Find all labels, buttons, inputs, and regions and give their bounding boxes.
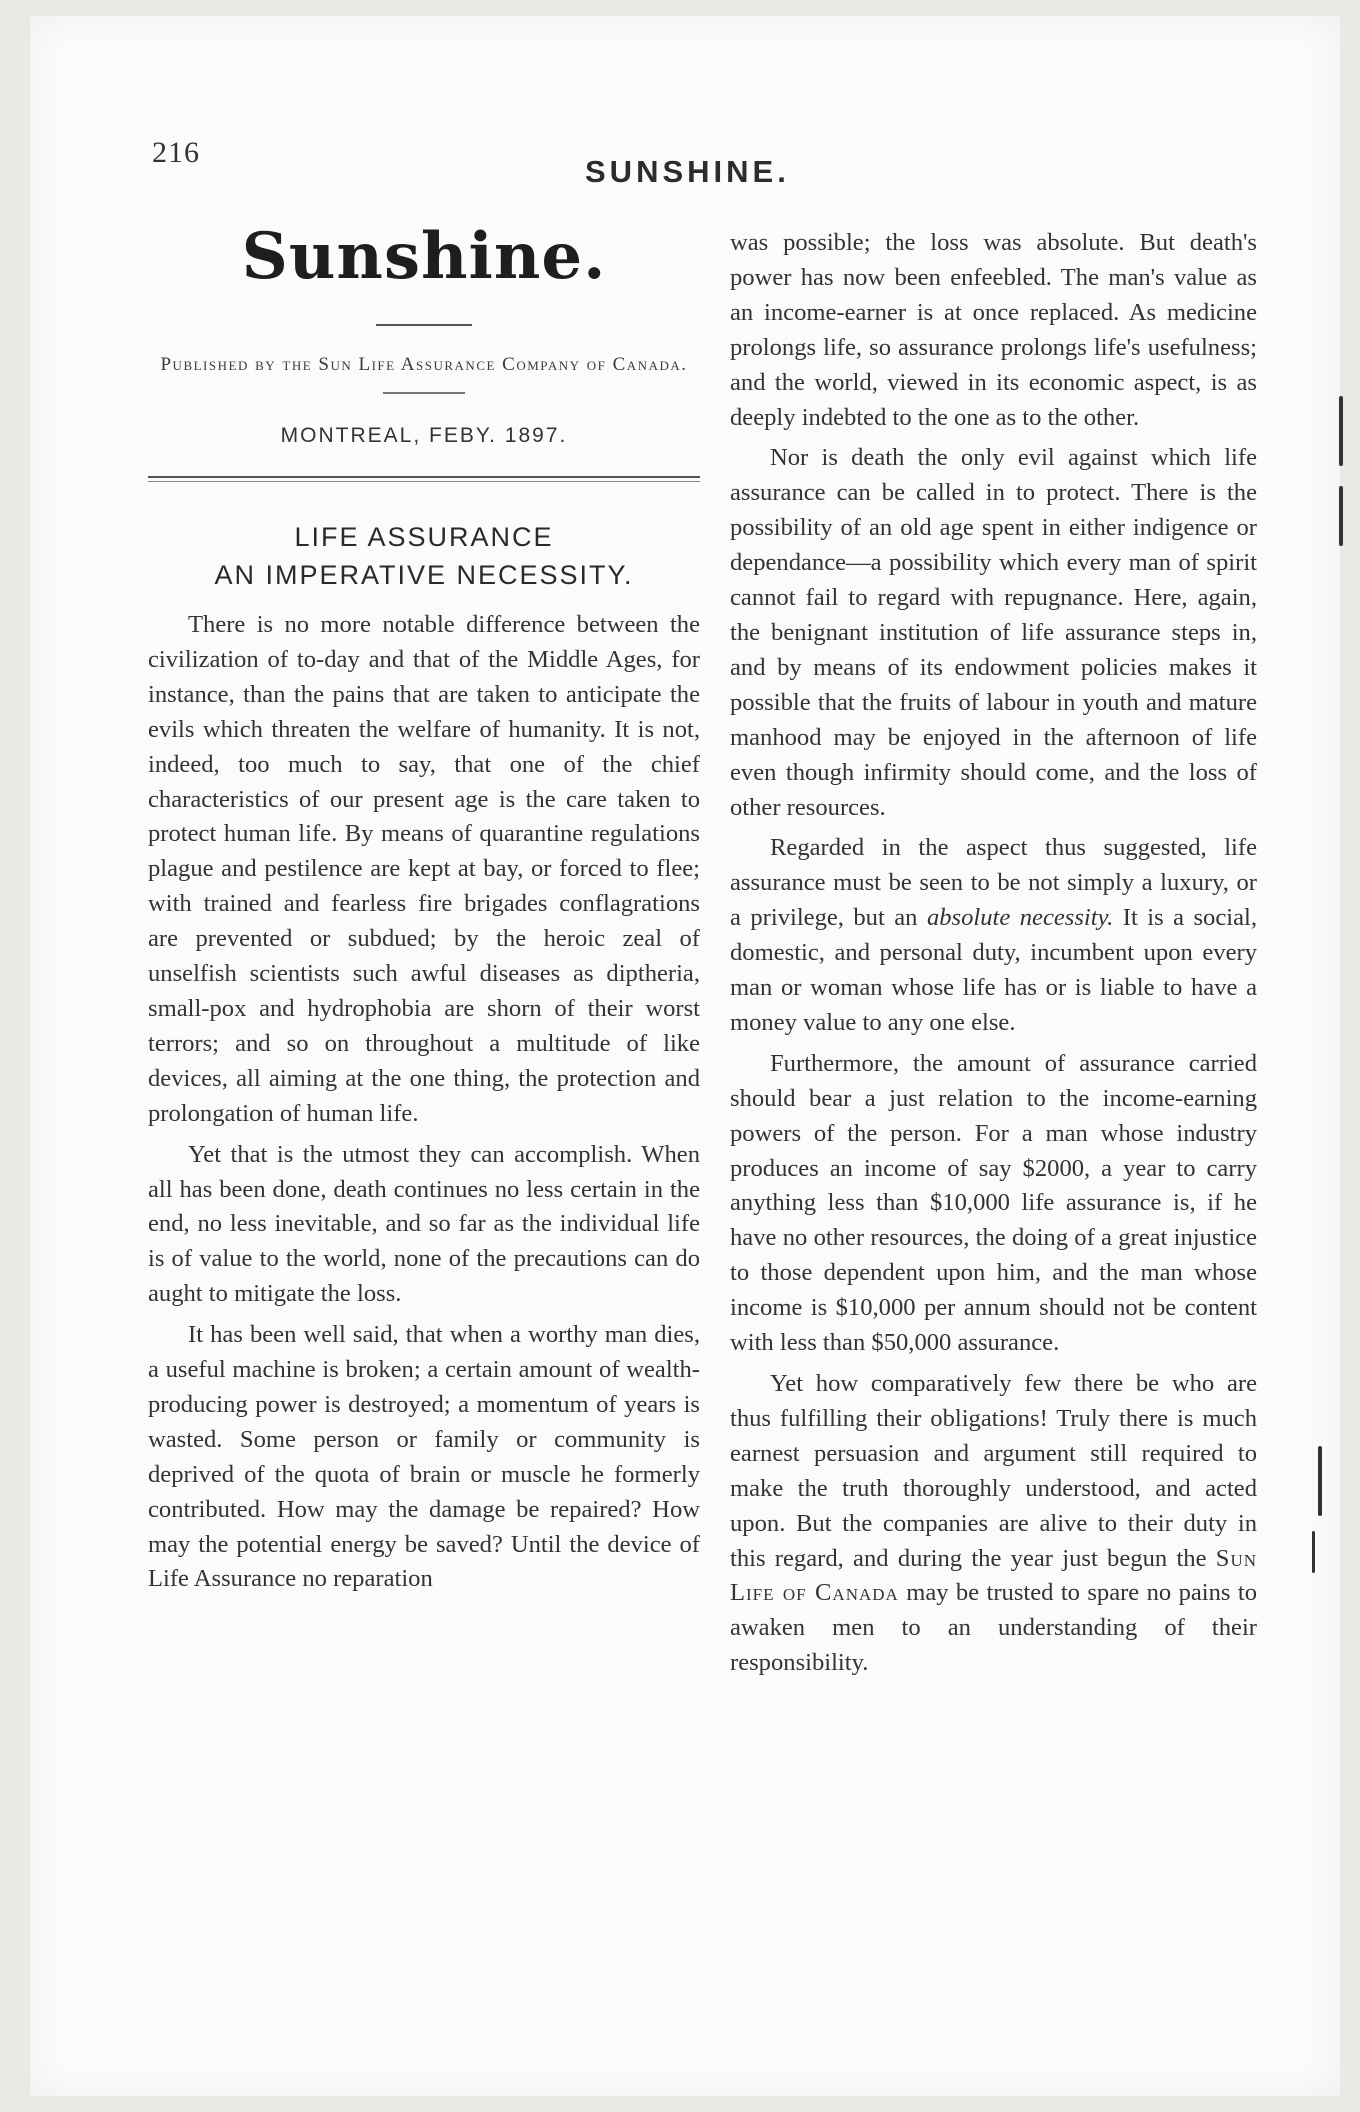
section-divider	[148, 476, 700, 482]
article-paragraph	[730, 831, 1257, 1040]
emphasis-text: absolute necessity.	[926, 904, 1114, 932]
text-run: may be trusted to spare no pains to awaken men to an understanding of their responsibility.	[730, 1579, 1257, 1677]
text-run: Regarded in the aspect thus suggested, life assurance must be seen to be not simply a luxury, or a privilege, but an	[730, 834, 1257, 932]
article-title	[148, 518, 700, 594]
page-number: 216	[152, 136, 200, 169]
right-column	[730, 226, 1257, 1681]
scan-mark	[1339, 396, 1343, 466]
dateline: MONTREAL, FEBY. 1897.	[280, 424, 568, 447]
publisher-line: Published by the Sun Life Assurance Company of Canada.	[160, 354, 688, 375]
scan-mark	[1312, 1531, 1315, 1573]
text-run: It is a social, domestic, and personal duty, incumbent upon every man or woman whose life has or is liable to have a money value to any one else.	[730, 904, 1257, 1036]
article-title-line-1: LIFE ASSURANCE	[294, 522, 554, 552]
scan-mark	[1318, 1446, 1322, 1516]
article-title-line-2: AN IMPERATIVE NECESSITY.	[214, 560, 634, 590]
company-name: Sun Life of Canada	[730, 1544, 1257, 1607]
article-paragraph: Nor is death the only evil against which life assurance can be called in to protect. There is the possibility of an old age spent in either indigence or dependance—a possibility which every man of spirit cannot fail to regard with repugnance. Here, again, the benignant institution of life assurance steps in, and by means of its endowment policies makes it possible that the fruits of labour in youth and mature manhood may be enjoyed in the afternoon of life even though infirmity should come, and the loss of other resources.	[730, 444, 1257, 821]
running-title: SUNSHINE.	[585, 154, 790, 189]
publisher-rule	[383, 392, 465, 394]
article-paragraph	[730, 1367, 1257, 1681]
article-paragraph: Yet that is the utmost they can accomplish. When all has been done, death continues no less certain in the end, no less inevitable, and so far as the individual life is of value to the world, none of the precautions can do aught to mitigate the loss.	[148, 1140, 700, 1308]
masthead-rule	[376, 324, 472, 326]
left-column	[148, 211, 700, 1597]
article-paragraph: There is no more notable difference between the civilization of to-day and that of the Middle Ages, for instance, than the pains that are taken to anticipate the evils which threaten the welfare of humanity. It is not, indeed, too much to say, that one of the chief characteristics of our present age is the care taken to protect human life. By means of quarantine regulations plague and pestilence are kept at bay, or forced to flee; with trained and fearless fire brigades conflagrations are prevented or subdued; by the heroic zeal of unselfish scientists such awful diseases as diptheria, small-pox and hydrophobia are shorn of their worst terrors; and so on throughout a multitude of like devices, all aiming at the one thing, the protection and prolongation of human life.	[148, 611, 700, 1127]
article-paragraph: Furthermore, the amount of assurance carried should bear a just relation to the income-earning powers of the person. For a man whose industry produces an income of say $2000, a year to carry anything less than $10,000 life assurance is, if he have no other resources, the doing of a great injustice to those dependent upon him, and the man whose income is $10,000 per annum should not be content with less than $50,000 assurance.	[730, 1049, 1257, 1357]
scan-mark	[1339, 486, 1343, 546]
article-paragraph: It has been well said, that when a worthy man dies, a useful machine is broken; a certain amount of wealth-producing power is destroyed; a momentum of years is wasted. Some person or family or community is deprived of the quota of brain or muscle he formerly contributed. How may the damage be repaired? How may the potential energy be saved? Until the device of Life Assurance no reparation	[148, 1321, 700, 1593]
magazine-page	[30, 16, 1340, 2096]
article-paragraph-continued: was possible; the loss was absolute. But death's power has now been enfeebled. The man's value as an income-earner is at once replaced. As medicine prolongs life, so assurance prolongs life's usefulness; and the world, viewed in its economic aspect, is as deeply indebted to the one as to the other.	[730, 229, 1257, 431]
masthead-title: Sunshine.	[241, 219, 607, 294]
text-run: Yet how comparatively few there be who are thus fulfilling their obligations! Truly there is much earnest persuasion and argument still required to make the truth thoroughly understood, and acted upon. But the companies are alive to their duty in this regard, and during the year just begun the	[730, 1370, 1257, 1572]
